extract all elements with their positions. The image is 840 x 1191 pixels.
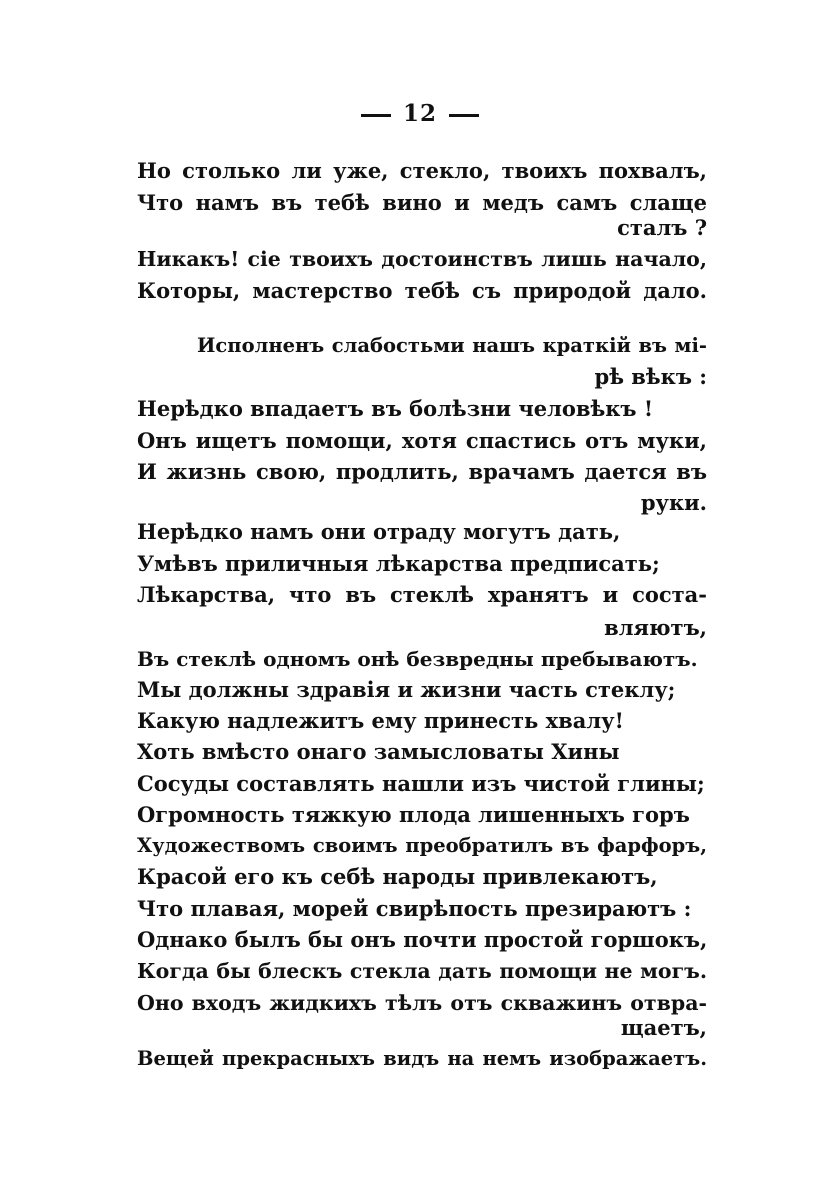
verse-line: Вещей прекрасныхъ видъ на немъ изображаетъ.: [137, 1047, 707, 1070]
verse-line: Однако былъ бы онъ почти простой горшокъ,: [137, 927, 708, 952]
verse-line: Лѣкарства, что въ стеклѣ хранятъ и соста-: [137, 582, 707, 607]
verse-line: Когда бы блескъ стекла дать помощи не могъ.: [137, 959, 707, 983]
verse-line: Но столько ли уже, стекло, твоихъ похвалъ,: [137, 158, 707, 183]
verse-turnover: руки.: [640, 490, 707, 515]
verse-line: Умѣвъ приличныя лѣкарства предписать;: [137, 551, 660, 576]
verse-line: Которы, мастерство тебѣ съ природой дало.: [137, 278, 707, 303]
page-number: 12: [402, 100, 437, 127]
verse-line: Сосуды составлять нашли изъ чистой глины;: [137, 771, 705, 796]
verse-line: Что намъ въ тебѣ вино и медъ самъ слаще: [137, 190, 707, 215]
verse-turnover: вляютъ,: [604, 615, 707, 640]
verse-line: Нерѣдко впадаетъ въ болѣзни человѣкъ !: [137, 396, 654, 421]
verse-turnover: сталъ ?: [617, 215, 707, 240]
verse-line: Нерѣдко намъ они отраду могутъ дать,: [137, 519, 621, 544]
verse-turnover: щаетъ,: [620, 1015, 707, 1040]
verse-line: Красой его къ себѣ народы привлекаютъ,: [137, 864, 658, 889]
verse-line: Какую надлежитъ ему принесть хвалу!: [137, 708, 624, 733]
verse-line: Художествомъ своимъ преобратилъ въ фарфоръ,: [137, 834, 707, 857]
verse-line: Исполненъ слабостьми нашъ краткій въ мі-: [197, 334, 707, 357]
left-dash-ornament: [361, 114, 391, 117]
verse-line: Оно входъ жидкихъ тѣлъ отъ скважинъ отвра-: [137, 991, 707, 1015]
verse-line: Огромность тяжкую плода лишенныхъ горъ: [137, 802, 690, 827]
page-header: [0, 100, 840, 127]
verse-line: Въ стеклѣ одномъ онѣ безвредны пребываютъ.: [137, 647, 698, 671]
verse-line: Что плавая, морей свирѣпость презираютъ :: [137, 896, 692, 921]
verse-line: И жизнь свою, продлить, врачамъ дается въ: [137, 459, 707, 484]
verse-turnover: рѣ вѣкъ :: [594, 364, 707, 389]
verse-line: Хоть вмѣсто онаго замысловаты Хины: [137, 739, 620, 764]
verse-line: Онъ ищетъ помощи, хотя спастись отъ муки,: [137, 428, 707, 453]
right-dash-ornament: [449, 114, 479, 117]
verse-line: Мы должны здравія и жизни часть стеклу;: [137, 677, 676, 702]
verse-line: Никакъ! сіе твоихъ достоинствъ лишь начало,: [137, 247, 707, 271]
